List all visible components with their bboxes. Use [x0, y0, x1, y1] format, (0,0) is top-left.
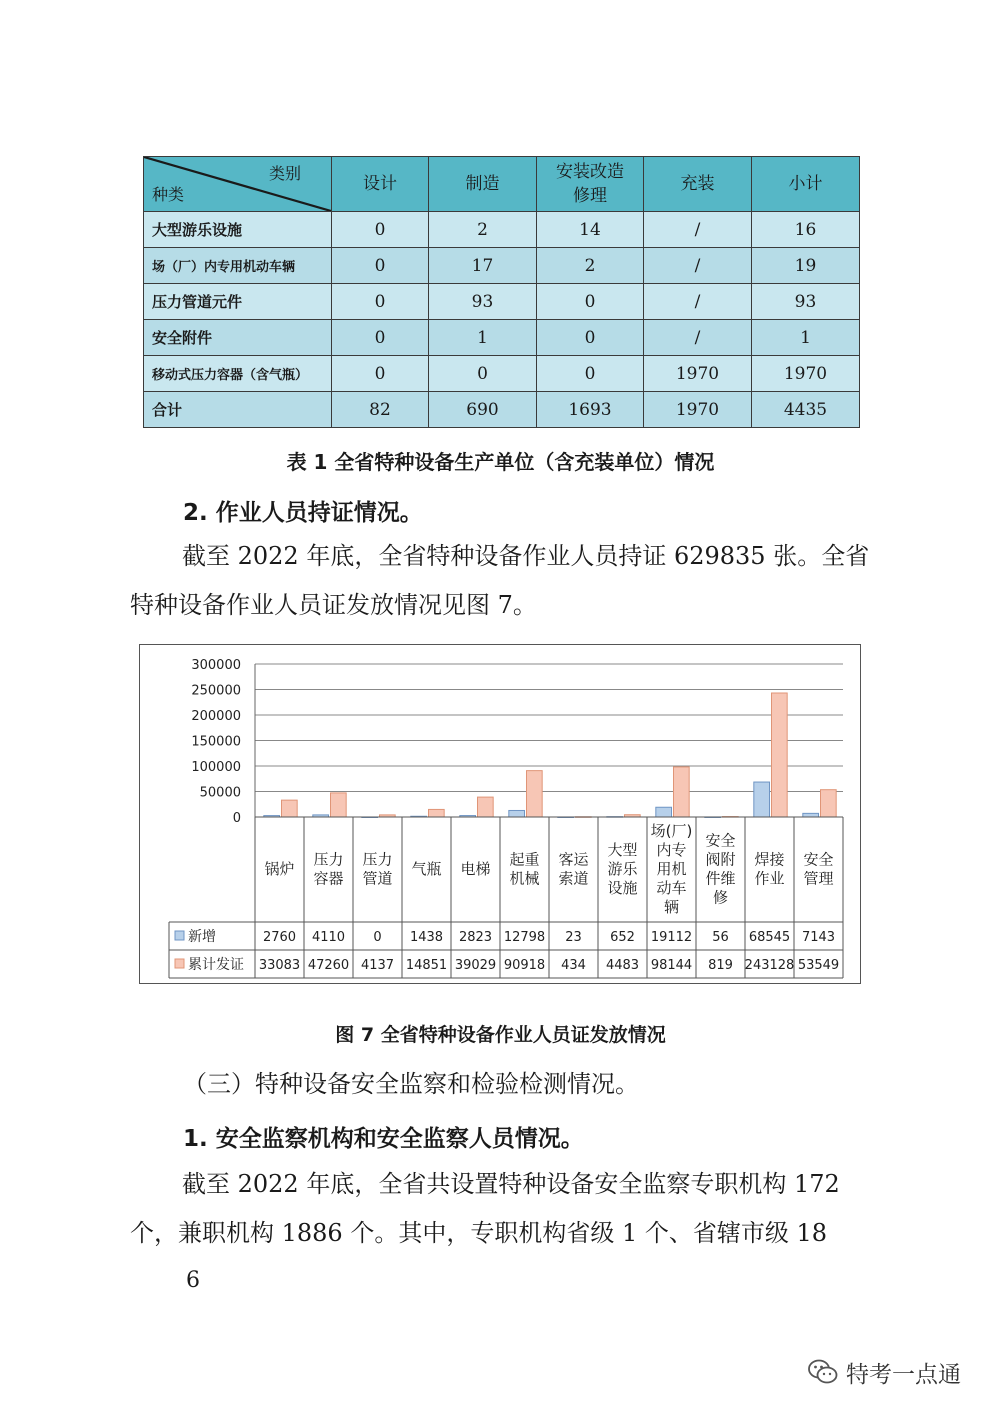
table-cell: 0: [332, 248, 429, 284]
data-label: 1438: [409, 930, 444, 945]
column-header: 安装改造修理: [537, 157, 644, 212]
corner-label-kind: 种类: [152, 185, 185, 204]
table-cell: 0: [332, 212, 429, 248]
data-label: 56: [712, 930, 729, 945]
y-tick-label: 0: [232, 811, 241, 826]
bar-new: [656, 807, 672, 817]
table-cell: 82: [332, 392, 429, 428]
data-label: 243128: [744, 958, 795, 973]
table-row: [144, 248, 860, 284]
row-label: 场（厂）内专用机动车辆: [144, 248, 332, 284]
bar-cumulative: [772, 693, 788, 817]
category-label: 件维: [705, 869, 736, 888]
data-label: 33083: [258, 958, 301, 973]
category-label: 修: [712, 888, 729, 907]
category-label: 机械: [509, 869, 540, 888]
data-label: 0: [373, 930, 382, 945]
table-cell: 16: [752, 212, 860, 248]
table-cell: 0: [332, 284, 429, 320]
data-label: 23: [565, 930, 582, 945]
legend-swatch: [175, 959, 184, 968]
watermark-text: 特考一点通: [846, 1361, 961, 1388]
table-cell: 0: [332, 356, 429, 392]
table-cell: 1: [752, 320, 860, 356]
table-row: [144, 320, 860, 356]
category-label: 容器: [313, 869, 344, 888]
bar-cumulative: [674, 767, 690, 817]
data-label: 12798: [503, 930, 546, 945]
y-tick-label: 100000: [191, 760, 241, 775]
category-label: 电梯: [460, 860, 491, 878]
column-header: 充装: [644, 157, 752, 212]
table-cell: 19: [752, 248, 860, 284]
row-label: 安全附件: [144, 320, 332, 356]
table-row: [144, 212, 860, 248]
figure7-chart: [140, 645, 860, 983]
bar-new: [509, 810, 525, 817]
bar-cumulative: [282, 800, 298, 817]
table-cell: 2: [429, 212, 537, 248]
table-corner-cell: [144, 157, 332, 212]
table-cell: /: [644, 320, 752, 356]
section2-paragraph: [130, 532, 875, 630]
table-cell: /: [644, 212, 752, 248]
table-row: [144, 284, 860, 320]
section3-paragraph-text: 截至 2022 年底，全省共设置特种设备安全监察专职机构 172 个，兼职机构 1886 个。其中，专职机构省级 1 个、省辖市级 18: [130, 1170, 840, 1247]
table-cell: /: [644, 284, 752, 320]
table-cell: 0: [429, 356, 537, 392]
table-cell: 690: [429, 392, 537, 428]
table-cell: 1: [429, 320, 537, 356]
data-label: 434: [561, 958, 586, 973]
category-label: 安全: [705, 831, 736, 850]
table-cell: 93: [429, 284, 537, 320]
category-label: 用机: [656, 860, 687, 878]
table-header-row: [144, 157, 860, 212]
table-cell: 93: [752, 284, 860, 320]
corner-label-category: 类别: [268, 164, 301, 183]
bar-cumulative: [331, 793, 347, 817]
watermark: [808, 1352, 961, 1392]
page-number: 6: [186, 1268, 200, 1293]
category-label: 管理: [803, 869, 834, 888]
column-header: 设计: [332, 157, 429, 212]
data-label: 2760: [262, 930, 297, 945]
section3-heading: （三）特种设备安全监察和检验检测情况。: [183, 1070, 639, 1098]
table-cell: 0: [537, 320, 644, 356]
section2-heading: 2. 作业人员持证情况。: [183, 500, 423, 526]
data-label: 7143: [801, 930, 836, 945]
data-label: 68545: [748, 930, 791, 945]
data-label: 652: [610, 930, 635, 945]
table-row-total: [144, 392, 860, 428]
row-label: 压力管道元件: [144, 284, 332, 320]
bar-cumulative: [527, 771, 543, 817]
bar-cumulative: [478, 797, 494, 817]
legend-label: 累计发证: [188, 957, 244, 973]
category-label: 气瓶: [411, 860, 442, 878]
legend-label: 新增: [188, 929, 216, 945]
category-label: 客运: [558, 850, 589, 869]
category-label: 设施: [607, 879, 638, 897]
category-label: 作业: [754, 869, 785, 888]
table-cell: 1970: [644, 392, 752, 428]
y-tick-label: 200000: [191, 709, 241, 724]
y-tick-label: 250000: [191, 683, 241, 699]
category-label: 压力: [362, 850, 393, 869]
category-label: 大型: [607, 841, 638, 859]
data-label: 47260: [307, 958, 350, 973]
table-cell: 14: [537, 212, 644, 248]
wechat-icon: [808, 1359, 838, 1385]
bar-new: [803, 813, 819, 817]
category-label: 起重: [509, 850, 540, 869]
table-cell: 0: [537, 356, 644, 392]
data-label: 98144: [650, 958, 693, 973]
data-label: 4110: [311, 930, 346, 945]
data-label: 2823: [458, 930, 493, 945]
column-header: 小计: [752, 157, 860, 212]
bar-cumulative: [429, 809, 445, 817]
y-tick-label: 50000: [199, 785, 241, 801]
category-label: 管道: [362, 869, 393, 888]
table-row: [144, 356, 860, 392]
data-label: 4483: [605, 958, 640, 973]
section3-subheading: 1. 安全监察机构和安全监察人员情况。: [183, 1126, 584, 1152]
bar-cumulative: [821, 790, 837, 817]
data-label: 90918: [503, 958, 546, 973]
category-label: 压力: [313, 850, 344, 869]
y-tick-label: 300000: [191, 658, 241, 673]
data-label: 819: [708, 958, 733, 973]
section2-paragraph-text: 截至 2022 年底，全省特种设备作业人员持证 629835 张。全省特种设备作业人员证发放情况见图 7。: [130, 542, 870, 619]
table-cell: 2: [537, 248, 644, 284]
column-header: 制造: [429, 157, 537, 212]
table-cell: 0: [537, 284, 644, 320]
category-label: 锅炉: [264, 860, 295, 878]
category-label: 索道: [558, 869, 589, 888]
row-label: 合计: [144, 392, 332, 428]
category-label: 阀附: [705, 850, 736, 869]
figure7-caption: 图 7 全省特种设备作业人员证发放情况: [335, 1024, 666, 1046]
bar-new: [754, 782, 770, 817]
data-label: 19112: [650, 930, 693, 945]
legend-swatch: [175, 931, 184, 940]
data-label: 39029: [454, 958, 497, 973]
row-label: 大型游乐设施: [144, 212, 332, 248]
table1-caption: 表 1 全省特种设备生产单位（含充装单位）情况: [286, 450, 715, 474]
table-cell: 17: [429, 248, 537, 284]
data-label: 14851: [405, 958, 448, 973]
data-label: 53549: [797, 958, 840, 973]
category-label: 游乐: [607, 860, 638, 878]
category-label: 安全: [803, 850, 834, 869]
y-tick-label: 150000: [191, 734, 241, 750]
table-cell: 1970: [644, 356, 752, 392]
section3-paragraph: [130, 1160, 875, 1258]
category-label: 场(厂): [650, 822, 693, 840]
category-label: 内专: [656, 841, 687, 859]
category-label: 焊接: [754, 850, 785, 869]
table-cell: 4435: [752, 392, 860, 428]
table-cell: /: [644, 248, 752, 284]
equipment-production-table: [143, 156, 860, 428]
category-label: 辆: [663, 898, 680, 916]
row-label: 移动式压力容器（含气瓶）: [144, 356, 332, 392]
data-label: 4137: [360, 958, 395, 973]
table-cell: 0: [332, 320, 429, 356]
table-cell: 1693: [537, 392, 644, 428]
category-label: 动车: [656, 879, 687, 897]
figure7-chart-box: [139, 644, 861, 984]
table-cell: 1970: [752, 356, 860, 392]
